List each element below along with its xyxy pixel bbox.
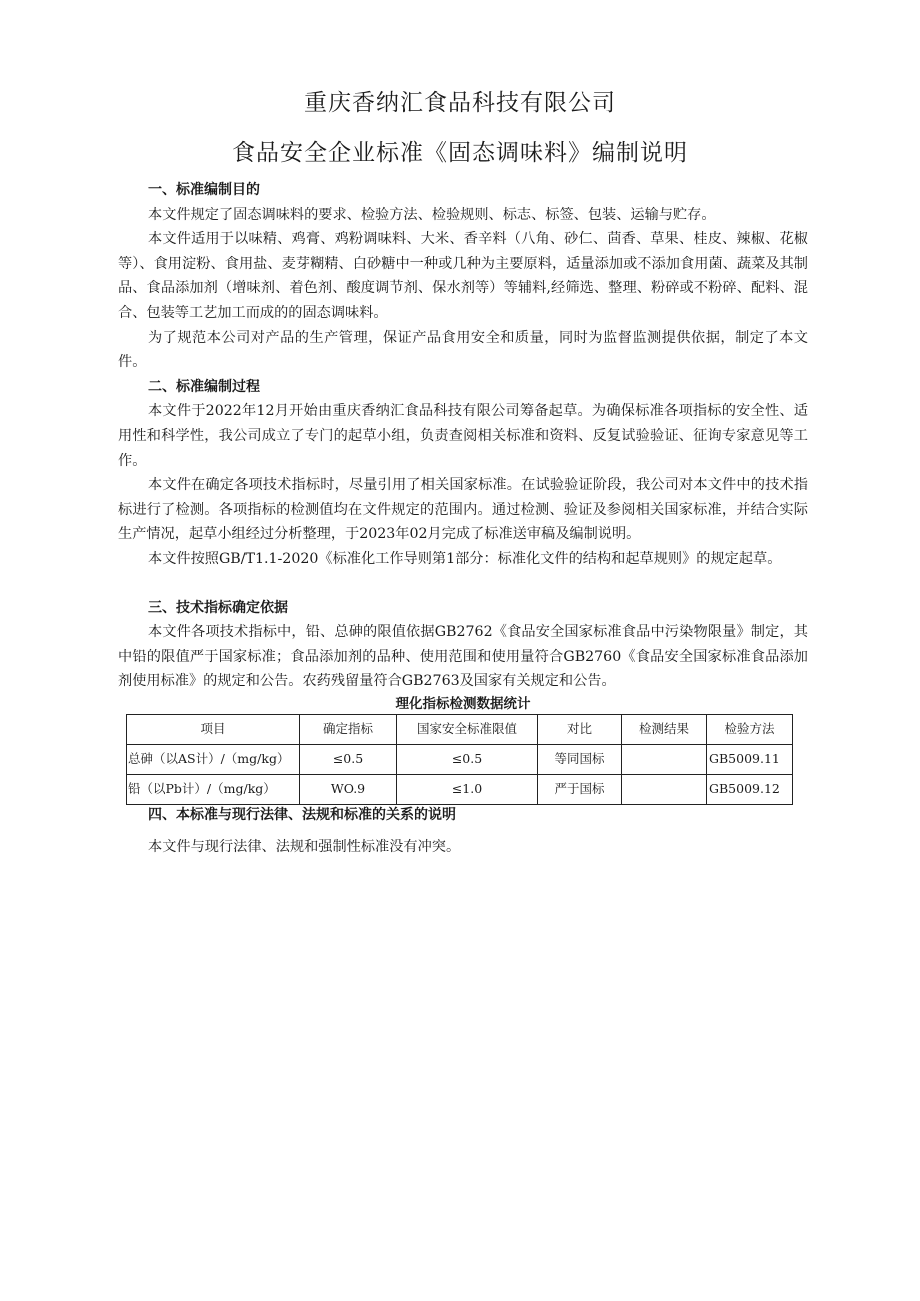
section-heading-basis: 三、技术指标确定依据 [148,599,288,616]
table-cell: ≤1.0 [397,774,538,804]
table-cell: GB5009.11 [707,744,793,774]
table-header-row [127,714,793,744]
table-cell: GB5009.12 [707,774,793,804]
indicator-table [126,714,793,805]
table-cell: 等同国标 [538,744,622,774]
table-header-cell: 确定指标 [300,714,397,744]
paragraph: 本文件在确定各项技术指标时，尽量引用了相关国家标准。在试验验证阶段，我公司对本文件中的技术指标进行了检测。各项指标的检测值均在文件规定的范围内。通过检测、验证及参阅相关国家标准，并结合实际生产情况，起草小组经过分析整理，于2023年02月完成了标准送审稿及编制说明。 [118,477,808,543]
table-row [127,774,793,804]
table-header-cell: 国家安全标准限值 [397,714,538,744]
table-cell: ≤0.5 [300,744,397,774]
table-header-cell: 对比 [538,714,622,744]
paragraph: 本文件按照GB/T1.1-2020《标准化工作导则第1部分：标准化文件的结构和起草规则》的规定起草。 [148,550,782,567]
table-cell [622,774,707,804]
paragraph: 本文件规定了固态调味料的要求、检验方法、检验规则、标志、标签、包装、运输与贮存。 [148,206,716,223]
paragraph: 为了规范本公司对产品的生产管理，保证产品食用安全和质量，同时为监督监测提供依据，制定了本文件。 [118,329,808,371]
table-cell: 铅（以Pb计）/（mg/kg） [127,774,300,804]
table-cell: ≤0.5 [397,744,538,774]
section-heading-purpose: 一、标准编制目的 [148,182,260,198]
table-caption: 理化指标检测数据统计 [395,695,531,712]
table-header-cell: 检验方法 [707,714,793,744]
table-cell: 严于国标 [538,774,622,804]
document-body [118,178,808,860]
spacer [118,827,808,835]
table-cell [622,744,707,774]
paragraph: 本文件适用于以味精、鸡膏、鸡粉调味料、大米、香辛料（八角、砂仁、茴香、草果、桂皮、辣椒、花椒等）、食用淀粉、食用盐、麦芽糊精、白砂糖中一种或几种为主要原料，适量添加或不添加食用菌、蔬菜及其制品、食品添加剂（增味剂、着色剂、酸度调节剂、保水剂等）等辅料,经筛选、整理、粉碎或不粉碎、配料、混合、包装等工艺加工而成的的固态调味料。 [118,231,808,321]
company-name: 重庆香纳汇食品科技有限公司 [304,90,616,116]
paragraph: 本文件各项技术指标中，铅、总砷的限值依据GB2762《食品安全国家标准食品中污染物限量》制定，其中铅的限值严于国家标准；食品添加剂的品种、使用范围和使用量符合GB2760《食品安全国家标准食品添加剂使用标准》的规定和公告。农药残留量符合GB2763及国家有关规定和公告。 [118,624,808,690]
paragraph: 本文件于2022年12月开始由重庆香纳汇食品科技有限公司筹备起草。为确保标准各项指标的安全性、适用性和科学性，我公司成立了专门的起草小组，负责查阅相关标准和资料、反复试验验证、征询专家意见等工作。 [118,403,808,469]
paragraph: 本文件与现行法律、法规和强制性标准没有冲突。 [148,839,461,856]
spacer [118,572,808,596]
document-title: 食品安全企业标准《固态调味料》编制说明 [232,140,688,166]
table-row [127,744,793,774]
section-heading-process: 二、标准编制过程 [148,378,260,395]
table-header-cell: 检测结果 [622,714,707,744]
section-heading-relation: 四、本标准与现行法律、法规和标准的关系的说明 [148,806,456,823]
table-cell: WO.9 [300,774,397,804]
table-cell: 总砷（以AS计）/（mg/kg） [127,744,300,774]
table-header-cell: 项目 [127,714,300,744]
